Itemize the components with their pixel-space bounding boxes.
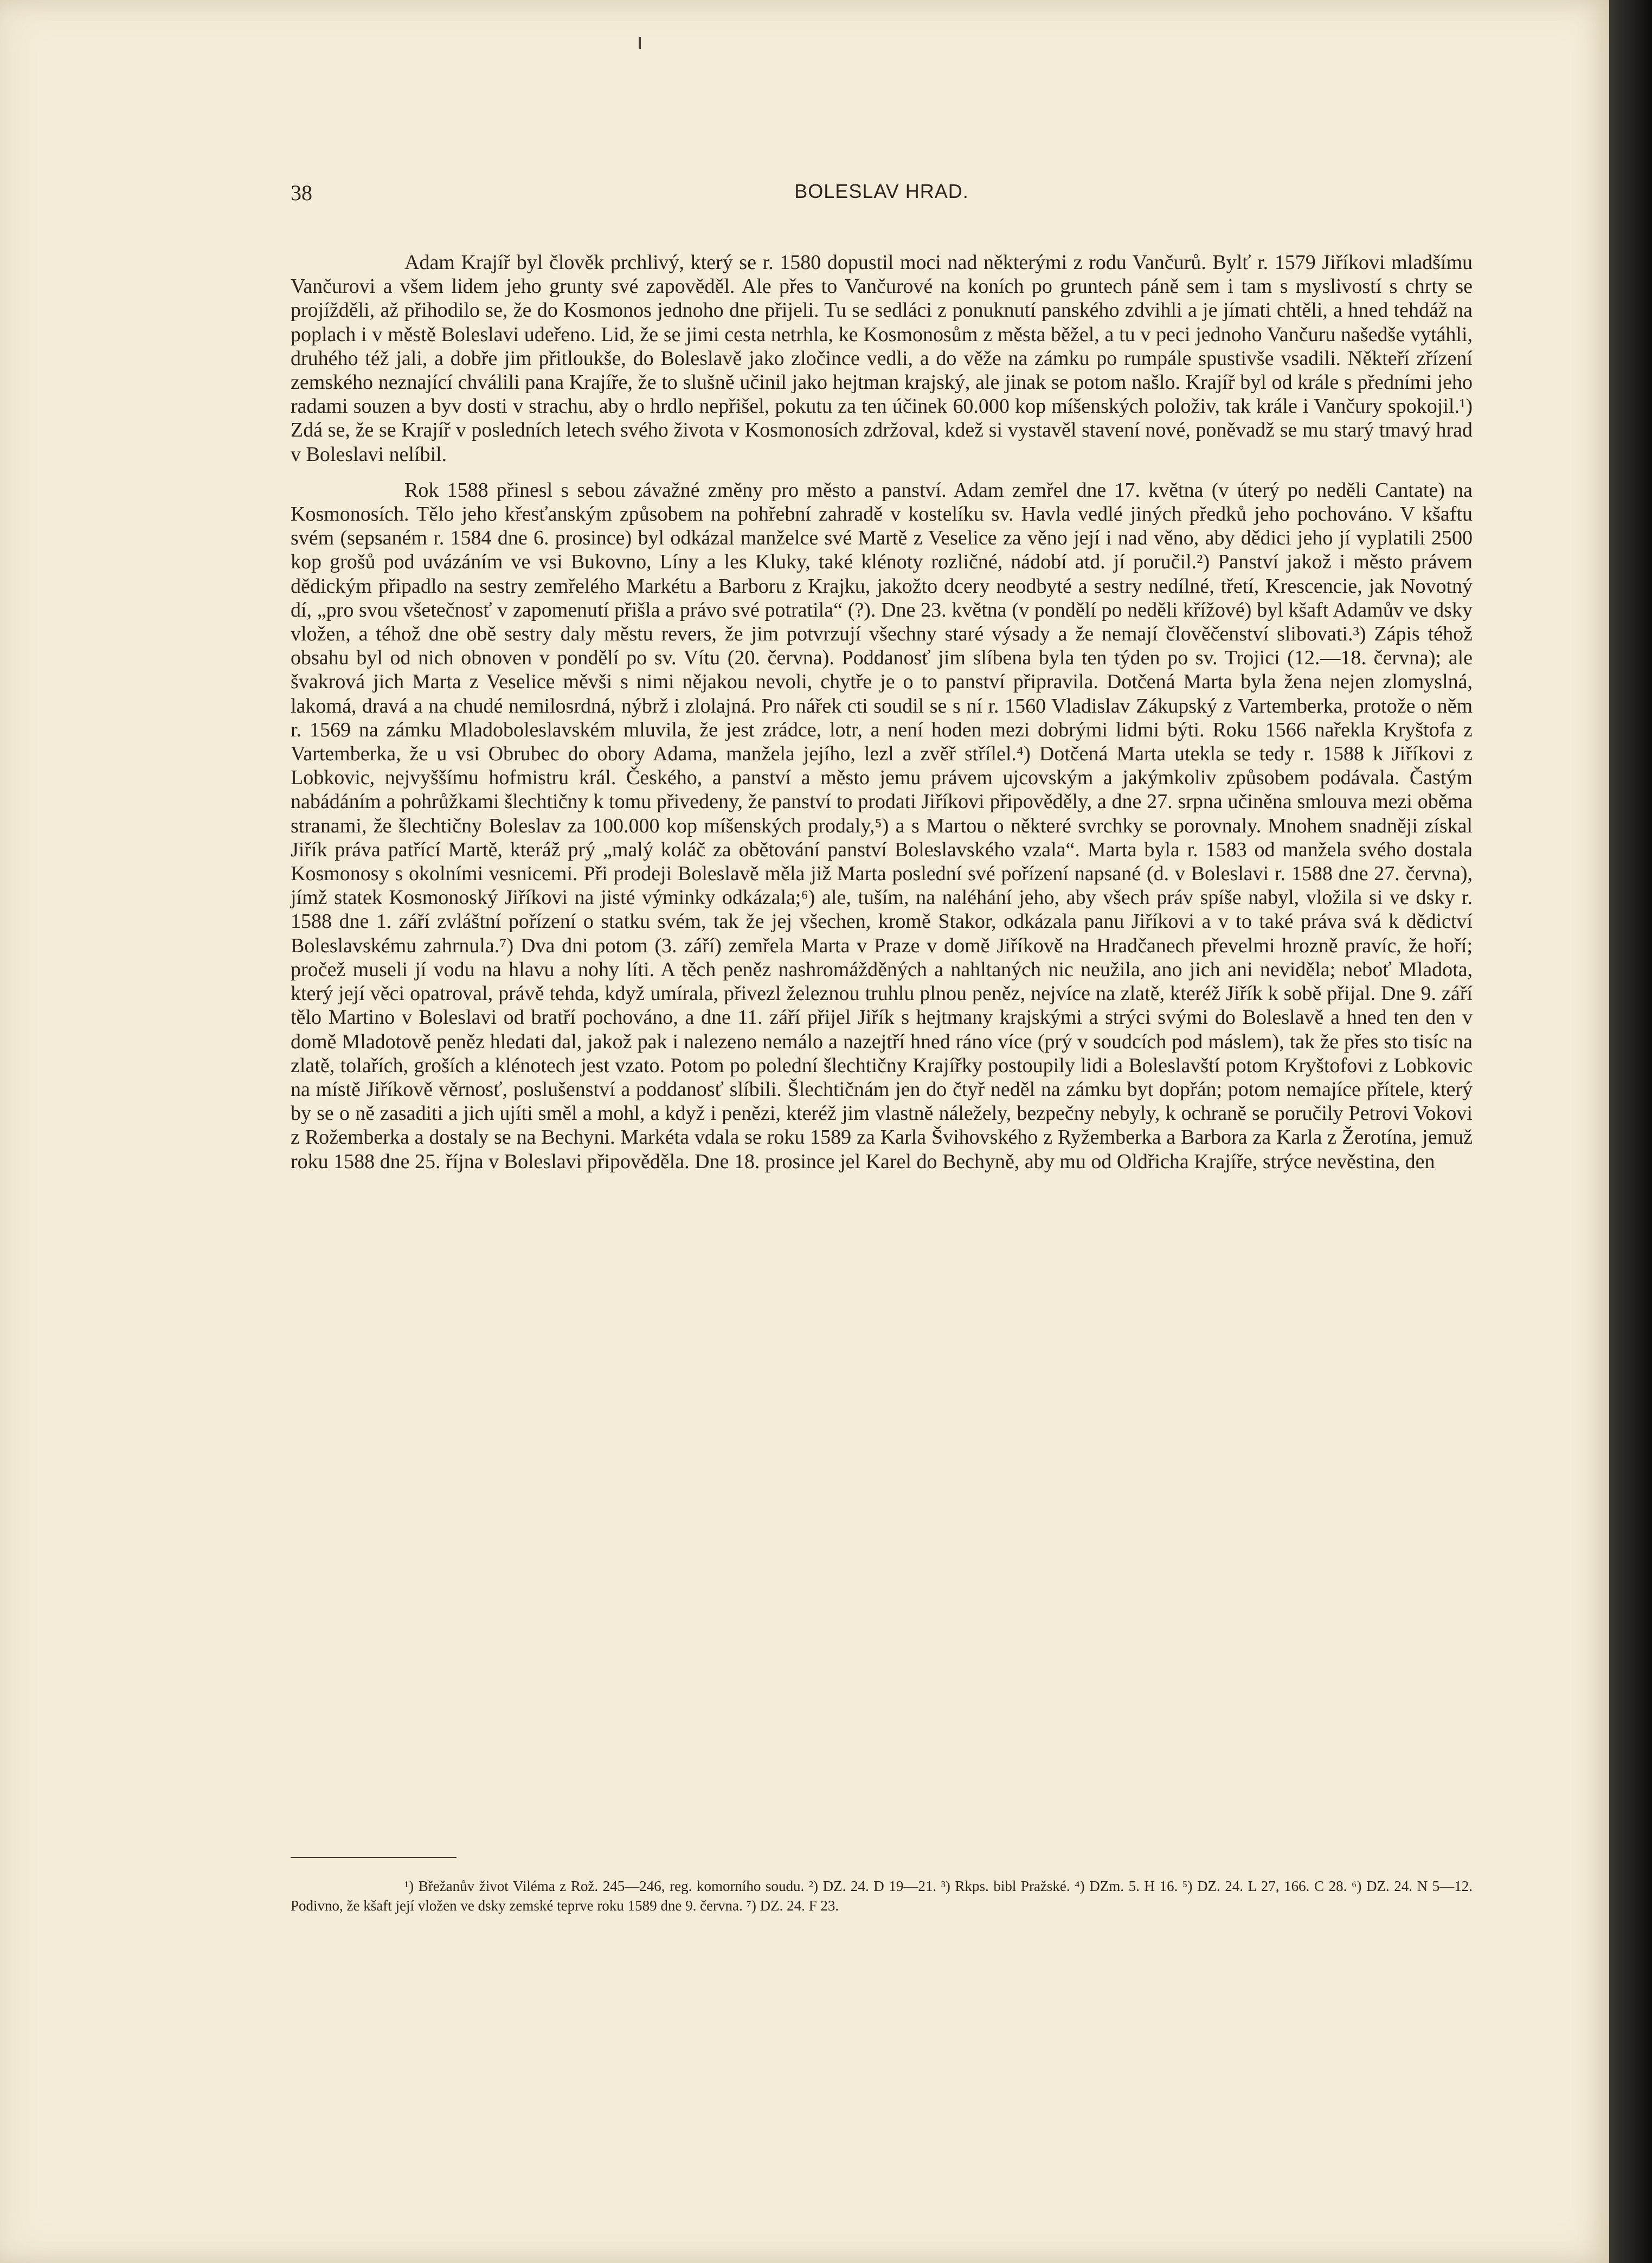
page-mark xyxy=(639,37,641,49)
running-title: BOLESLAV HRAD. xyxy=(794,180,969,202)
page-edge-shadow xyxy=(1609,0,1652,2263)
page-header xyxy=(291,180,1473,213)
paragraph-2: Rok 1588 přinesl s sebou závažné změny pro město a panství. Adam zemřel dne 17. května (v úterý po neděli Cantate) na Kosmonosích. Tělo jeho křesťanským způsobem na pohřební zahradě v kostelíku sv. Havla vedlé jiných předků jeho pochováno. V kšaftu svém (sepsaném r. 1584 dne 6. prosince) byl odkázal manželce své Martě z Veselice za věno její i nad věno, aby dědici jeho jí vyplatili 2500 kop grošů pod uvázáním ve vsi Bukovno, Líny a les Kluky, také klénoty rozličné, nádobí atd. jí poručil.²) Panství jakož i město právem dědickým připadlo na sestry zemřelého Markétu a Barboru z Krajku, jakožto dcery neodbyté a sestry nedílné, třetí, Krescencie, jak Novotný dí, „pro svou všetečnosť v zapomenutí přišla a právo své potratila“ (?). Dne 23. května (v pondělí po neděli křížové) byl kšaft Adamův ve dsky vložen, a téhož dne obě sestry daly městu revers, že jim potvrzují všechny staré výsady a že nemají člověčenství slibovati.³) Zápis téhož obsahu byl od nich obnoven v pondělí po sv. Vítu (20. června). Poddanosť jim slíbena byla ten týden po sv. Trojici (12.—18. června); ale švakrová jich Marta z Veselice měvši s nimi nějakou nevoli, chytře je o to panství připravila. Dotčená Marta byla žena nejen zlomyslná, lakomá, dravá a na chudé nemilosrdná, nýbrž i zlolajná. Pro nářek cti soudil se s ní r. 1560 Vladislav Zákupský z Vartemberka, protože o něm r. 1569 na zámku Mladoboleslavském mluvila, že jest zrádce, lotr, a není hoden mezi dobrými lidmi býti. Roku 1566 nařekla Kryštofa z Vartemberka, že u vsi Obrubec do obory Adama, manžela jejího, lezl a zvěř střílel.⁴) Dotčená Marta utekla se tedy r. 1588 k Jiříkovi z Lobkovic, nejvyššímu hofmistru král. Českého, a panství a město jemu právem ujcovským a jakýmkoliv způsobem podávala. Častým nabádáním a pohrůžkami šlechtičny k tomu přivedeny, že panství to prodati Jiříkovi připověděly, a dne 27. srpna učiněna smlouva mezi oběma stranami, že šlechtičny Boleslav za 100.000 kop míšenských prodaly,⁵) a s Martou o některé svrchky se porovnaly. Mnohem snadněji získal Jiřík práva patřící Martě, kteráž prý „malý koláč za obětování panství Boleslavského vzala“. Marta byla r. 1583 od manžela svého dostala Kosmonosy s okolními vesnicemi. Při prodeji Boleslavě měla již Marta poslední své pořízení napsané (d. v Boleslavi r. 1588 dne 27. června), jímž statek Kosmonoský Jiříkovi na jisté výminky odkázala;⁶) ale, tuším, na naléhání jeho, aby všech práv spíše nabyl, vložila si ve dsky r. 1588 dne 1. září zvláštní pořízení o statku svém, tak že jej všechen, kromě Stakor, odkázala panu Jiříkovi a v to také práva svá k dědictví Boleslavskému zahrnula.⁷) Dva dni potom (3. září) zemřela Marta v Praze v domě Jiříkově na Hradčanech převelmi hrozně pravíc, že hoří; pročež museli jí vodu na hlavu a nohy líti. A těch peněz nashromážděných a nahltaných nic neužila, ano jich ani neviděla; neboť Mladota, který její věci opatroval, právě tehda, když umírala, přivezl železnou truhlu plnou peněz, nejvíce na zlatě, kteréž Jiřík k sobě přijal. Dne 9. září tělo Martino v Boleslavi od bratří pochováno, a dne 11. září přijel Jiřík s hejtmany krajskými a strýci svými do Boleslavě a hned ten den v domě Mladotově peněz hledati dal, jakož pak i nalezeno nemálo a nazejtří hned ráno více (prý v soudcích pod máslem), tak že přes sto tisíc na zlatě, tolařích, groších a klénotech jest vzato. Potom po polední šlechtičny Krajířky postoupily lidi a Boleslavští potom Kryštofovi z Lobkovic na místě Jiříkově věrnosť, poslušenství a poddanosť slíbili. Šlechtičnám jen do čtyř neděl na zámku byt dopřán; potom nemajíce přítele, který by se o ně zasaditi a jich ujíti směl a mohl, a když i penězi, kteréž jim vlastně náležely, bezpečny nebyly, k ochraně se poručily Petrovi Vokovi z Rožemberka a dostaly se na Bechyni. Markéta vdala se roku 1589 za Karla Švihovského z Ryžemberka a Barbora za Karla z Žerotína, jemuž roku 1588 dne 25. října v Boleslavi připověděla. Dne 18. prosince jel Karel do Bechyně, aby mu od Oldřicha Krajíře, strýce nevěstina, den xyxy=(291,478,1473,1173)
page-number: 38 xyxy=(291,181,312,205)
paragraph-1: Adam Krajíř byl člověk prchlivý, který se r. 1580 dopustil moci nad některými z rodu Vančurů. Bylť r. 1579 Jiříkovi mladšímu Vančurovi a všem lidem jeho grunty své zapověděl. Ale přes to Vančurové na koních po gruntech páně sem i tam s myslivostí s chrty se projížděli, až přihodilo se, že do Kosmonos jednoho dne přijeli. Tu se sedláci z ponuknutí panského zdvihli a je jímati chtěli, a hned tehdáž na poplach i v městě Boleslavi udeřeno. Lid, že se jimi cesta netrhla, ke Kosmonosům z města běžel, a tu v peci jednoho Vančuru našedše vytáhli, druhého též jali, a dobře jim přitloukše, do Boleslavě jako zločince vedli, a do věže na zámku po rumpále spustivše vsadili. Někteří zřízení zemského neznající chválili pana Krajíře, že to slušně učinil jako hejtman krajský, ale jinak se potom našlo. Krajíř byl od krále s předními jeho radami souzen a byv dosti v strachu, aby o hrdlo nepřišel, pokutu za ten účinek 60.000 kop míšenských položiv, tak krále i Vančury spokojil.¹) Zdá se, že se Krajíř v posledních letech svého života v Kosmonosích zdržoval, kdež si vystavěl stavení nové, poněvadž se mu starý tmavý hrad v Boleslavi nelíbil. xyxy=(291,251,1473,466)
body-text xyxy=(291,251,1473,1174)
footnote-divider xyxy=(291,1857,457,1858)
footnotes: ¹) Břežanův život Viléma z Rož. 245—246, reg. komorního soudu. ²) DZ. 24. D 19—21. ³) Rkps. bibl Pražské. ⁴) DZm. 5. H 16. ⁵) DZ. 24. L 27, 166. C 28. ⁶) DZ. 24. N 5—12. Podivno, že kšaft její vložen ve dsky zemské teprve roku 1589 dne 9. června. ⁷) DZ. 24. F 23. xyxy=(291,1878,1473,1914)
